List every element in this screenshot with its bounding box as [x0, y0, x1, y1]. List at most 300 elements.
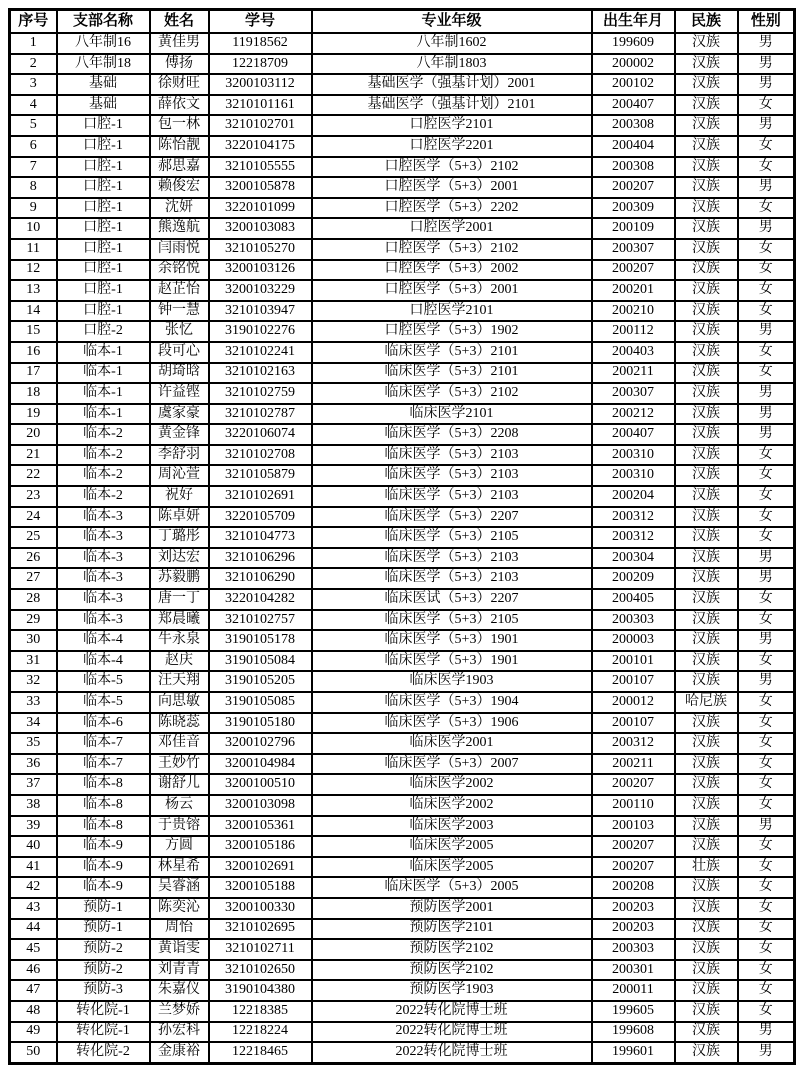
- cell-gender: 女: [738, 960, 795, 981]
- cell-major-grade: 临床医学2003: [312, 816, 592, 837]
- cell-index: 24: [10, 507, 57, 528]
- cell-ethnicity: 汉族: [675, 95, 738, 116]
- cell-ethnicity: 汉族: [675, 548, 738, 569]
- cell-major-grade: 口腔医学（5+3）2001: [312, 177, 592, 198]
- cell-gender: 女: [738, 877, 795, 898]
- cell-student-id: 3210105879: [209, 465, 312, 486]
- table-row: [10, 857, 795, 878]
- cell-name: 刘达宏: [150, 548, 209, 569]
- cell-birth-date: 200309: [592, 198, 675, 219]
- table-row: [10, 1001, 795, 1022]
- cell-student-id: 3190105205: [209, 671, 312, 692]
- cell-ethnicity: 汉族: [675, 280, 738, 301]
- cell-major-grade: 临床医学（5+3）2103: [312, 465, 592, 486]
- cell-gender: 女: [738, 445, 795, 466]
- cell-index: 5: [10, 115, 57, 136]
- cell-ethnicity: 汉族: [675, 1022, 738, 1043]
- cell-name: 汪天翔: [150, 671, 209, 692]
- cell-index: 47: [10, 980, 57, 1001]
- cell-student-id: 3190105084: [209, 651, 312, 672]
- cell-birth-date: 200405: [592, 589, 675, 610]
- cell-index: 19: [10, 404, 57, 425]
- cell-branch: 八年制16: [57, 33, 150, 54]
- cell-major-grade: 口腔医学（5+3）2102: [312, 157, 592, 178]
- cell-student-id: 3200100330: [209, 898, 312, 919]
- cell-index: 38: [10, 795, 57, 816]
- cell-student-id: 3210104773: [209, 527, 312, 548]
- cell-index: 21: [10, 445, 57, 466]
- cell-major-grade: 2022转化院博士班: [312, 1001, 592, 1022]
- cell-birth-date: 200110: [592, 795, 675, 816]
- cell-index: 4: [10, 95, 57, 116]
- cell-student-id: 3200103126: [209, 260, 312, 281]
- cell-ethnicity: 汉族: [675, 1001, 738, 1022]
- cell-ethnicity: 汉族: [675, 939, 738, 960]
- cell-gender: 男: [738, 816, 795, 837]
- cell-index: 35: [10, 733, 57, 754]
- table-row: [10, 671, 795, 692]
- cell-gender: 女: [738, 836, 795, 857]
- cell-branch: 口腔-1: [57, 218, 150, 239]
- cell-index: 37: [10, 774, 57, 795]
- cell-student-id: 3200105878: [209, 177, 312, 198]
- cell-major-grade: 临床医试（5+3）2207: [312, 589, 592, 610]
- table-row: [10, 198, 795, 219]
- cell-name: 朱嘉仪: [150, 980, 209, 1001]
- cell-name: 谢舒儿: [150, 774, 209, 795]
- cell-branch: 口腔-1: [57, 239, 150, 260]
- cell-name: 金康裕: [150, 1042, 209, 1063]
- cell-major-grade: 临床医学2001: [312, 733, 592, 754]
- cell-name: 刘青青: [150, 960, 209, 981]
- cell-index: 22: [10, 465, 57, 486]
- table-row: [10, 465, 795, 486]
- cell-gender: 女: [738, 692, 795, 713]
- cell-index: 49: [10, 1022, 57, 1043]
- cell-name: 胡琦晗: [150, 363, 209, 384]
- cell-student-id: 3210105270: [209, 239, 312, 260]
- cell-index: 10: [10, 218, 57, 239]
- cell-index: 14: [10, 301, 57, 322]
- cell-name: 傅扬: [150, 54, 209, 75]
- cell-birth-date: 200003: [592, 630, 675, 651]
- cell-index: 23: [10, 486, 57, 507]
- cell-ethnicity: 汉族: [675, 445, 738, 466]
- cell-name: 祝好: [150, 486, 209, 507]
- cell-student-id: 3220106074: [209, 424, 312, 445]
- table-row: [10, 568, 795, 589]
- cell-ethnicity: 汉族: [675, 301, 738, 322]
- cell-student-id: 3200103112: [209, 74, 312, 95]
- table-row: [10, 177, 795, 198]
- cell-branch: 口腔-1: [57, 301, 150, 322]
- cell-branch: 临本-3: [57, 548, 150, 569]
- cell-branch: 临本-3: [57, 610, 150, 631]
- cell-gender: 女: [738, 589, 795, 610]
- cell-student-id: 3200103083: [209, 218, 312, 239]
- cell-name: 张忆: [150, 321, 209, 342]
- cell-name: 段可心: [150, 342, 209, 363]
- cell-ethnicity: 汉族: [675, 239, 738, 260]
- cell-gender: 女: [738, 610, 795, 631]
- cell-birth-date: 200012: [592, 692, 675, 713]
- cell-branch: 预防-1: [57, 919, 150, 940]
- cell-student-id: 3200105361: [209, 816, 312, 837]
- cell-birth-date: 200404: [592, 136, 675, 157]
- cell-birth-date: 200303: [592, 610, 675, 631]
- cell-ethnicity: 汉族: [675, 795, 738, 816]
- table-row: [10, 239, 795, 260]
- cell-branch: 转化院-1: [57, 1022, 150, 1043]
- cell-ethnicity: 汉族: [675, 960, 738, 981]
- cell-branch: 临本-1: [57, 342, 150, 363]
- cell-branch: 转化院-2: [57, 1042, 150, 1063]
- cell-birth-date: 199601: [592, 1042, 675, 1063]
- column-header-gender: 性别: [738, 10, 795, 34]
- cell-ethnicity: 汉族: [675, 774, 738, 795]
- table-row: [10, 692, 795, 713]
- cell-name: 孙宏科: [150, 1022, 209, 1043]
- cell-name: 陈晓蕊: [150, 713, 209, 734]
- cell-name: 邓佳音: [150, 733, 209, 754]
- cell-student-id: 3200103229: [209, 280, 312, 301]
- cell-branch: 临本-2: [57, 486, 150, 507]
- cell-major-grade: 预防医学2102: [312, 939, 592, 960]
- cell-name: 赵庆: [150, 651, 209, 672]
- table-row: [10, 115, 795, 136]
- cell-index: 43: [10, 898, 57, 919]
- cell-major-grade: 临床医学2002: [312, 774, 592, 795]
- cell-birth-date: 200207: [592, 836, 675, 857]
- cell-ethnicity: 汉族: [675, 383, 738, 404]
- cell-major-grade: 临床医学1903: [312, 671, 592, 692]
- cell-major-grade: 临床医学（5+3）1901: [312, 630, 592, 651]
- cell-name: 徐财旺: [150, 74, 209, 95]
- cell-birth-date: 200102: [592, 74, 675, 95]
- cell-ethnicity: 汉族: [675, 260, 738, 281]
- cell-birth-date: 200107: [592, 713, 675, 734]
- cell-branch: 口腔-1: [57, 177, 150, 198]
- cell-index: 1: [10, 33, 57, 54]
- cell-birth-date: 200208: [592, 877, 675, 898]
- cell-student-id: 3200100510: [209, 774, 312, 795]
- cell-gender: 女: [738, 342, 795, 363]
- cell-gender: 女: [738, 713, 795, 734]
- cell-gender: 女: [738, 507, 795, 528]
- cell-birth-date: 200011: [592, 980, 675, 1001]
- cell-birth-date: 200407: [592, 95, 675, 116]
- table-row: [10, 54, 795, 75]
- cell-ethnicity: 汉族: [675, 363, 738, 384]
- cell-major-grade: 临床医学（5+3）2005: [312, 877, 592, 898]
- cell-birth-date: 199609: [592, 33, 675, 54]
- cell-name: 李舒羽: [150, 445, 209, 466]
- cell-birth-date: 200312: [592, 733, 675, 754]
- cell-gender: 男: [738, 404, 795, 425]
- cell-birth-date: 200303: [592, 939, 675, 960]
- cell-name: 陈奕沁: [150, 898, 209, 919]
- cell-student-id: 3210102759: [209, 383, 312, 404]
- cell-birth-date: 200212: [592, 404, 675, 425]
- cell-index: 48: [10, 1001, 57, 1022]
- cell-ethnicity: 汉族: [675, 486, 738, 507]
- cell-gender: 女: [738, 280, 795, 301]
- cell-gender: 女: [738, 939, 795, 960]
- cell-birth-date: 200204: [592, 486, 675, 507]
- cell-branch: 临本-7: [57, 733, 150, 754]
- table-row: [10, 713, 795, 734]
- cell-index: 2: [10, 54, 57, 75]
- cell-branch: 口腔-1: [57, 198, 150, 219]
- table-row: [10, 507, 795, 528]
- table-row: [10, 404, 795, 425]
- cell-major-grade: 临床医学2005: [312, 836, 592, 857]
- cell-gender: 女: [738, 651, 795, 672]
- cell-student-id: 3210101161: [209, 95, 312, 116]
- cell-birth-date: 200107: [592, 671, 675, 692]
- table-row: [10, 33, 795, 54]
- cell-student-id: 3220105709: [209, 507, 312, 528]
- cell-ethnicity: 汉族: [675, 198, 738, 219]
- cell-gender: 女: [738, 239, 795, 260]
- table-row: [10, 280, 795, 301]
- cell-index: 25: [10, 527, 57, 548]
- cell-ethnicity: 汉族: [675, 33, 738, 54]
- cell-ethnicity: 汉族: [675, 136, 738, 157]
- cell-birth-date: 200207: [592, 177, 675, 198]
- table-row: [10, 1022, 795, 1043]
- cell-ethnicity: 汉族: [675, 465, 738, 486]
- cell-major-grade: 临床医学（5+3）2207: [312, 507, 592, 528]
- cell-index: 26: [10, 548, 57, 569]
- cell-branch: 临本-9: [57, 877, 150, 898]
- table-row: [10, 260, 795, 281]
- cell-ethnicity: 汉族: [675, 507, 738, 528]
- cell-birth-date: 200310: [592, 445, 675, 466]
- cell-branch: 临本-3: [57, 527, 150, 548]
- cell-index: 13: [10, 280, 57, 301]
- column-header-branch: 支部名称: [57, 10, 150, 34]
- cell-ethnicity: 汉族: [675, 527, 738, 548]
- cell-name: 陈卓妍: [150, 507, 209, 528]
- cell-major-grade: 2022转化院博士班: [312, 1022, 592, 1043]
- cell-student-id: 3210102691: [209, 486, 312, 507]
- cell-ethnicity: 汉族: [675, 115, 738, 136]
- cell-branch: 预防-2: [57, 960, 150, 981]
- cell-ethnicity: 汉族: [675, 713, 738, 734]
- cell-major-grade: 八年制1803: [312, 54, 592, 75]
- cell-gender: 女: [738, 795, 795, 816]
- cell-ethnicity: 汉族: [675, 157, 738, 178]
- cell-major-grade: 临床医学（5+3）2101: [312, 363, 592, 384]
- cell-branch: 临本-3: [57, 589, 150, 610]
- cell-gender: 男: [738, 383, 795, 404]
- cell-name: 赖俊宏: [150, 177, 209, 198]
- cell-major-grade: 口腔医学2201: [312, 136, 592, 157]
- cell-gender: 男: [738, 630, 795, 651]
- cell-ethnicity: 汉族: [675, 816, 738, 837]
- table-row: [10, 363, 795, 384]
- table-row: [10, 754, 795, 775]
- cell-birth-date: 200301: [592, 960, 675, 981]
- cell-branch: 基础: [57, 74, 150, 95]
- cell-index: 41: [10, 857, 57, 878]
- cell-student-id: 3200102691: [209, 857, 312, 878]
- cell-name: 黄诣雯: [150, 939, 209, 960]
- cell-name: 方圆: [150, 836, 209, 857]
- cell-gender: 女: [738, 486, 795, 507]
- cell-name: 于贵镕: [150, 816, 209, 837]
- table-row: [10, 548, 795, 569]
- cell-student-id: 3220104282: [209, 589, 312, 610]
- cell-branch: 临本-7: [57, 754, 150, 775]
- cell-major-grade: 八年制1602: [312, 33, 592, 54]
- cell-birth-date: 200211: [592, 363, 675, 384]
- cell-index: 8: [10, 177, 57, 198]
- cell-ethnicity: 汉族: [675, 836, 738, 857]
- cell-branch: 临本-4: [57, 630, 150, 651]
- cell-branch: 临本-2: [57, 465, 150, 486]
- cell-student-id: 3210102708: [209, 445, 312, 466]
- cell-branch: 口腔-1: [57, 260, 150, 281]
- cell-gender: 男: [738, 1022, 795, 1043]
- cell-ethnicity: 汉族: [675, 733, 738, 754]
- cell-birth-date: 200207: [592, 774, 675, 795]
- cell-gender: 女: [738, 733, 795, 754]
- cell-birth-date: 200312: [592, 527, 675, 548]
- cell-ethnicity: 汉族: [675, 589, 738, 610]
- cell-name: 王妙竹: [150, 754, 209, 775]
- cell-name: 周怡: [150, 919, 209, 940]
- cell-gender: 女: [738, 774, 795, 795]
- table-row: [10, 445, 795, 466]
- column-header-student-id: 学号: [209, 10, 312, 34]
- cell-major-grade: 临床医学（5+3）2105: [312, 527, 592, 548]
- cell-birth-date: 200207: [592, 857, 675, 878]
- cell-birth-date: 200307: [592, 383, 675, 404]
- cell-ethnicity: 汉族: [675, 424, 738, 445]
- cell-major-grade: 口腔医学2101: [312, 115, 592, 136]
- cell-ethnicity: 汉族: [675, 754, 738, 775]
- cell-student-id: 3200105186: [209, 836, 312, 857]
- cell-gender: 男: [738, 548, 795, 569]
- cell-gender: 女: [738, 1001, 795, 1022]
- cell-major-grade: 预防医学2101: [312, 919, 592, 940]
- table-row: [10, 795, 795, 816]
- table-row: [10, 1042, 795, 1063]
- cell-branch: 临本-3: [57, 507, 150, 528]
- cell-name: 虞家豪: [150, 404, 209, 425]
- cell-name: 丁璐彤: [150, 527, 209, 548]
- table-row: [10, 342, 795, 363]
- cell-index: 28: [10, 589, 57, 610]
- cell-name: 钟一慧: [150, 301, 209, 322]
- cell-index: 9: [10, 198, 57, 219]
- cell-ethnicity: 汉族: [675, 898, 738, 919]
- cell-index: 40: [10, 836, 57, 857]
- cell-index: 27: [10, 568, 57, 589]
- cell-branch: 临本-8: [57, 816, 150, 837]
- table-row: [10, 424, 795, 445]
- cell-student-id: 3210103947: [209, 301, 312, 322]
- cell-major-grade: 基础医学（强基计划）2001: [312, 74, 592, 95]
- cell-student-id: 3190104380: [209, 980, 312, 1001]
- cell-ethnicity: 汉族: [675, 651, 738, 672]
- cell-birth-date: 200101: [592, 651, 675, 672]
- cell-student-id: 11918562: [209, 33, 312, 54]
- table-row: [10, 836, 795, 857]
- student-roster-table: [8, 8, 796, 1065]
- cell-ethnicity: 汉族: [675, 54, 738, 75]
- table-row: [10, 919, 795, 940]
- cell-index: 44: [10, 919, 57, 940]
- cell-major-grade: 口腔医学（5+3）2102: [312, 239, 592, 260]
- table-row: [10, 74, 795, 95]
- cell-major-grade: 临床医学（5+3）2208: [312, 424, 592, 445]
- cell-ethnicity: 哈尼族: [675, 692, 738, 713]
- cell-student-id: 3190105085: [209, 692, 312, 713]
- column-header-ethnicity: 民族: [675, 10, 738, 34]
- cell-branch: 八年制18: [57, 54, 150, 75]
- table-row: [10, 733, 795, 754]
- cell-ethnicity: 汉族: [675, 568, 738, 589]
- cell-branch: 口腔-2: [57, 321, 150, 342]
- table-row: [10, 877, 795, 898]
- cell-gender: 男: [738, 321, 795, 342]
- cell-gender: 女: [738, 95, 795, 116]
- cell-index: 11: [10, 239, 57, 260]
- cell-student-id: 12218709: [209, 54, 312, 75]
- cell-name: 黄佳男: [150, 33, 209, 54]
- cell-ethnicity: 汉族: [675, 630, 738, 651]
- column-header-major-grade: 专业年级: [312, 10, 592, 34]
- cell-major-grade: 临床医学（5+3）2103: [312, 548, 592, 569]
- cell-birth-date: 199608: [592, 1022, 675, 1043]
- cell-birth-date: 200307: [592, 239, 675, 260]
- cell-index: 12: [10, 260, 57, 281]
- cell-index: 45: [10, 939, 57, 960]
- cell-name: 向思敏: [150, 692, 209, 713]
- cell-birth-date: 200103: [592, 816, 675, 837]
- cell-student-id: 3210106290: [209, 568, 312, 589]
- cell-student-id: 12218224: [209, 1022, 312, 1043]
- cell-student-id: 3210105555: [209, 157, 312, 178]
- cell-ethnicity: 汉族: [675, 404, 738, 425]
- table-row: [10, 651, 795, 672]
- cell-name: 杨云: [150, 795, 209, 816]
- cell-branch: 口腔-1: [57, 280, 150, 301]
- cell-student-id: 3190102276: [209, 321, 312, 342]
- cell-ethnicity: 汉族: [675, 74, 738, 95]
- column-header-name: 姓名: [150, 10, 209, 34]
- cell-ethnicity: 汉族: [675, 342, 738, 363]
- cell-major-grade: 临床医学2005: [312, 857, 592, 878]
- cell-branch: 临本-2: [57, 445, 150, 466]
- cell-index: 20: [10, 424, 57, 445]
- header-row: [10, 10, 795, 34]
- cell-birth-date: 200403: [592, 342, 675, 363]
- cell-birth-date: 200210: [592, 301, 675, 322]
- cell-major-grade: 口腔医学（5+3）2002: [312, 260, 592, 281]
- table-row: [10, 816, 795, 837]
- cell-branch: 预防-2: [57, 939, 150, 960]
- cell-birth-date: 200308: [592, 115, 675, 136]
- cell-gender: 女: [738, 198, 795, 219]
- cell-student-id: 3210106296: [209, 548, 312, 569]
- cell-gender: 男: [738, 177, 795, 198]
- cell-major-grade: 预防医学1903: [312, 980, 592, 1001]
- cell-name: 沈妍: [150, 198, 209, 219]
